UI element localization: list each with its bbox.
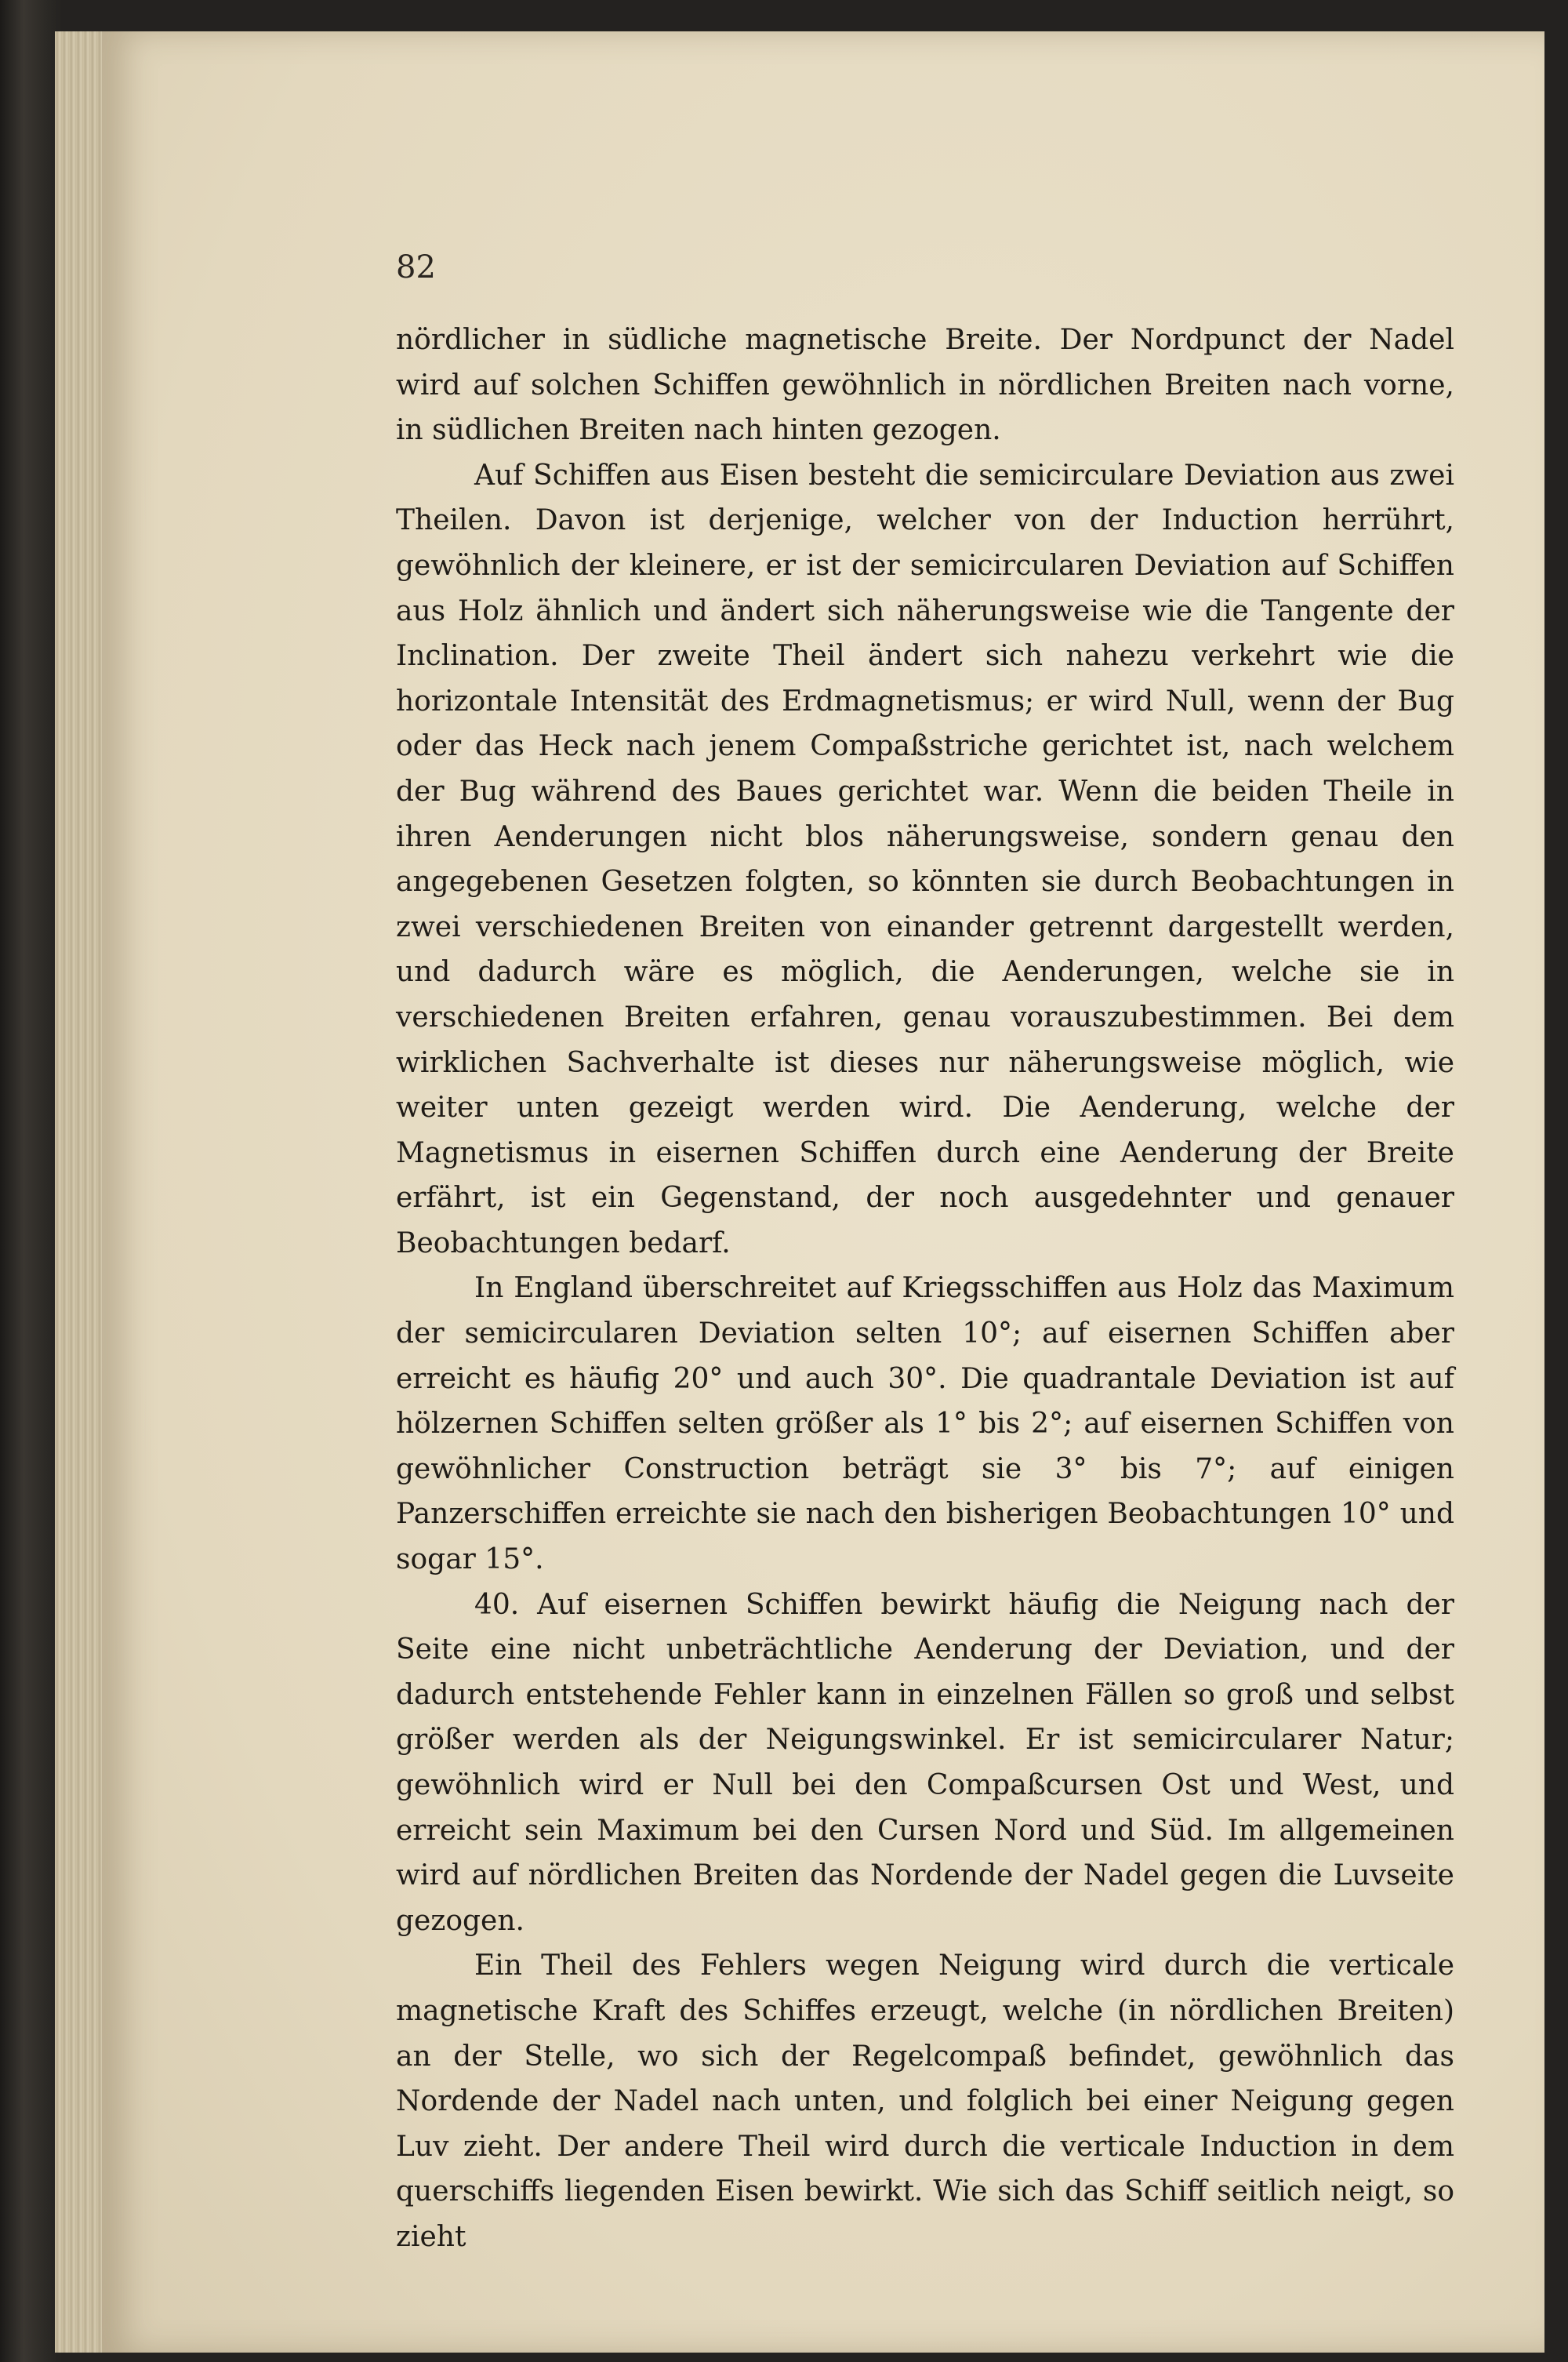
page-number: 82	[396, 249, 436, 285]
paragraph-continuation: nördlicher in südliche magnetische Breite. Der Nordpunct der Nadel wird auf solchen Schiffen gewöhnlich in nördlichen Breiten nach vorne, in südlichen Breiten nach hinten gezogen.	[396, 324, 1454, 447]
paragraph-heeling-error: Ein Theil des Fehlers wegen Neigung wird durch die verticale magnetische Kraft des Schiffes erzeugt, welche (in nördlichen Breiten) an der Stelle, wo sich der Regelcompaß befindet, gewöhnlich das Nordende der Nadel nach unten, und folglich bei einer Neigung gegen Luv zieht. Der andere Theil wird durch die verticale Induction in dem querschiffs liegenden Eisen bewirkt. Wie sich das Schiff seitlich neigt, so zieht	[396, 1950, 1454, 2253]
paragraph-section-40: 40. Auf eisernen Schiffen bewirkt häufig die Neigung nach der Seite eine nicht unbeträchtliche Aenderung der Deviation, und der dadurch entstehende Fehler kann in einzelnen Fällen so groß und selbst größer werden als der Neigungswinkel. Er ist semicircularer Natur; gewöhnlich wird er Null bei den Compaßcursen Ost und West, und erreicht sein Maximum bei den Cursen Nord und Süd. Im allgemeinen wird auf nördlichen Breiten das Nordende der Nadel gegen die Luvseite gezogen.	[396, 1588, 1454, 1937]
paragraph-england-maximum: In England überschreitet auf Kriegsschiffen aus Holz das Maximum der semicircularen Deviation selten 10°; auf eisernen Schiffen aber erreicht es häufig 20° und auch 30°. Die quadrantale Deviation ist auf hölzernen Schiffen selten größer als 1° bis 2°; auf eisernen Schiffen von gewöhnlicher Construction beträgt sie 3° bis 7°; auf einigen Panzerschiffen erreichte sie nach den bisherigen Beobachtungen 10° und sogar 15°.	[396, 1272, 1454, 1576]
body-text	[396, 318, 1454, 2260]
paragraph-semicircular-deviation: Auf Schiffen aus Eisen besteht die semicirculare Deviation aus zwei Theilen. Davon ist derjenige, welcher von der Induction herrührt, gewöhnlich der kleinere, er ist der semicircularen Deviation auf Schiffen aus Holz ähnlich und ändert sich näherungsweise wie die Tangente der Inclination. Der zweite Theil ändert sich nahezu verkehrt wie die horizontale Intensität des Erdmagnetismus; er wird Null, wenn der Bug oder das Heck nach jenem Compaßstriche gerichtet ist, nach welchem der Bug während des Baues gerichtet war. Wenn die beiden Theile in ihren Aenderungen nicht blos näherungsweise, sondern genau den angegebenen Gesetzen folgten, so könnten sie durch Beobachtungen in zwei verschiedenen Breiten von einander getrennt dargestellt werden, und dadurch wäre es möglich, die Aenderungen, welche sie in verschiedenen Breiten erfahren, genau vorauszubestimmen. Bei dem wirklichen Sachverhalte ist dieses nur näherungsweise möglich, wie weiter unten gezeigt werden wird. Die Aenderung, welche der Magnetismus in eisernen Schiffen durch eine Aenderung der Breite erfährt, ist ein Gegenstand, der noch ausgedehnter und genauer Beobachtungen bedarf.	[396, 459, 1454, 1259]
